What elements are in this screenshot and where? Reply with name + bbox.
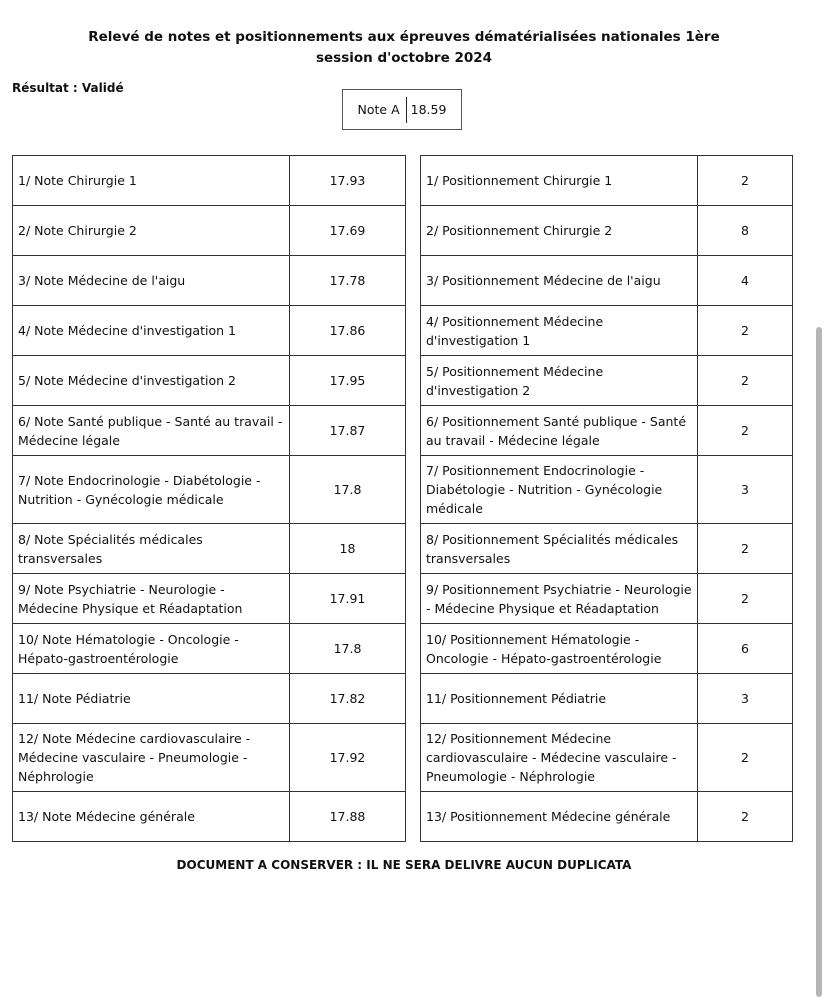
position-row-value: 2: [698, 524, 793, 574]
note-row-value: 17.82: [290, 674, 406, 724]
position-row-label: 6/ Positionnement Santé publique - Santé au travail - Médecine légale: [421, 406, 698, 456]
position-row: [421, 724, 793, 792]
note-row-value: 17.88: [290, 792, 406, 842]
note-row-value: 17.91: [290, 574, 406, 624]
note-row-label: 12/ Note Médecine cardiovasculaire - Médecine vasculaire - Pneumologie - Néphrologie: [13, 724, 290, 792]
position-row: [421, 456, 793, 524]
position-row: [421, 574, 793, 624]
positions-table: [420, 155, 793, 842]
position-row: [421, 356, 793, 406]
position-row-value: 2: [698, 724, 793, 792]
note-row-label: 11/ Note Pédiatrie: [13, 674, 290, 724]
note-row: [13, 206, 406, 256]
position-row-label: 1/ Positionnement Chirurgie 1: [421, 156, 698, 206]
divider: [406, 97, 407, 123]
title-line-1: Relevé de notes et positionnements aux épreuves dématérialisées nationales 1ère: [88, 29, 720, 45]
note-row-value: 17.93: [290, 156, 406, 206]
note-row-value: 17.86: [290, 306, 406, 356]
note-row: [13, 574, 406, 624]
position-row-value: 2: [698, 574, 793, 624]
position-row: [421, 406, 793, 456]
position-row-value: 2: [698, 406, 793, 456]
note-a-value: 18.59: [410, 102, 447, 117]
note-row-label: 4/ Note Médecine d'investigation 1: [13, 306, 290, 356]
position-row-label: 8/ Positionnement Spécialités médicales transversales: [421, 524, 698, 574]
note-row-value: 17.8: [290, 456, 406, 524]
document-title: [0, 27, 808, 69]
position-row-label: 3/ Positionnement Médecine de l'aigu: [421, 256, 698, 306]
note-row-label: 5/ Note Médecine d'investigation 2: [13, 356, 290, 406]
note-row-value: 17.92: [290, 724, 406, 792]
position-row: [421, 524, 793, 574]
position-row: [421, 206, 793, 256]
position-row-value: 2: [698, 306, 793, 356]
note-row-label: 2/ Note Chirurgie 2: [13, 206, 290, 256]
note-row-value: 18: [290, 524, 406, 574]
note-row-label: 1/ Note Chirurgie 1: [13, 156, 290, 206]
note-row-value: 17.8: [290, 624, 406, 674]
position-row-label: 4/ Positionnement Médecine d'investigation 1: [421, 306, 698, 356]
position-row: [421, 256, 793, 306]
note-row-label: 7/ Note Endocrinologie - Diabétologie - Nutrition - Gynécologie médicale: [13, 456, 290, 524]
position-row-value: 2: [698, 356, 793, 406]
note-row: [13, 792, 406, 842]
note-row: [13, 256, 406, 306]
position-row-value: 3: [698, 456, 793, 524]
note-row-label: 9/ Note Psychiatrie - Neurologie - Médecine Physique et Réadaptation: [13, 574, 290, 624]
note-row-label: 6/ Note Santé publique - Santé au travail - Médecine légale: [13, 406, 290, 456]
position-row: [421, 674, 793, 724]
note-row-value: 17.69: [290, 206, 406, 256]
notes-table: [12, 155, 406, 842]
position-row-value: 6: [698, 624, 793, 674]
note-row: [13, 406, 406, 456]
note-row-label: 13/ Note Médecine générale: [13, 792, 290, 842]
note-a-box: [342, 89, 462, 130]
note-row: [13, 524, 406, 574]
position-row-label: 7/ Positionnement Endocrinologie - Diabétologie - Nutrition - Gynécologie médicale: [421, 456, 698, 524]
note-row: [13, 156, 406, 206]
note-row: [13, 456, 406, 524]
note-row: [13, 624, 406, 674]
position-row-label: 12/ Positionnement Médecine cardiovasculaire - Médecine vasculaire - Pneumologie - Néphrologie: [421, 724, 698, 792]
note-row-value: 17.78: [290, 256, 406, 306]
position-row-label: 11/ Positionnement Pédiatrie: [421, 674, 698, 724]
note-row: [13, 674, 406, 724]
position-row-label: 13/ Positionnement Médecine générale: [421, 792, 698, 842]
note-row: [13, 306, 406, 356]
note-row-label: 3/ Note Médecine de l'aigu: [13, 256, 290, 306]
note-row-label: 10/ Note Hématologie - Oncologie - Hépato-gastroentérologie: [13, 624, 290, 674]
result-status: Résultat : Validé: [12, 81, 124, 95]
title-line-2: session d'octobre 2024: [315, 50, 493, 66]
position-row-value: 3: [698, 674, 793, 724]
position-row-label: 2/ Positionnement Chirurgie 2: [421, 206, 698, 256]
position-row-label: 5/ Positionnement Médecine d'investigation 2: [421, 356, 698, 406]
position-row: [421, 624, 793, 674]
footer-notice: DOCUMENT A CONSERVER : IL NE SERA DELIVRE AUCUN DUPLICATA: [176, 858, 632, 872]
position-row: [421, 156, 793, 206]
position-row-value: 2: [698, 792, 793, 842]
position-row: [421, 792, 793, 842]
scrollbar[interactable]: [816, 327, 822, 997]
position-row: [421, 306, 793, 356]
note-a-label: Note A: [357, 102, 400, 117]
position-row-value: 2: [698, 156, 793, 206]
position-row-label: 9/ Positionnement Psychiatrie - Neurologie - Médecine Physique et Réadaptation: [421, 574, 698, 624]
position-row-label: 10/ Positionnement Hématologie - Oncologie - Hépato-gastroentérologie: [421, 624, 698, 674]
note-row: [13, 724, 406, 792]
note-row: [13, 356, 406, 406]
note-row-label: 8/ Note Spécialités médicales transversales: [13, 524, 290, 574]
position-row-value: 4: [698, 256, 793, 306]
position-row-value: 8: [698, 206, 793, 256]
note-row-value: 17.95: [290, 356, 406, 406]
note-row-value: 17.87: [290, 406, 406, 456]
